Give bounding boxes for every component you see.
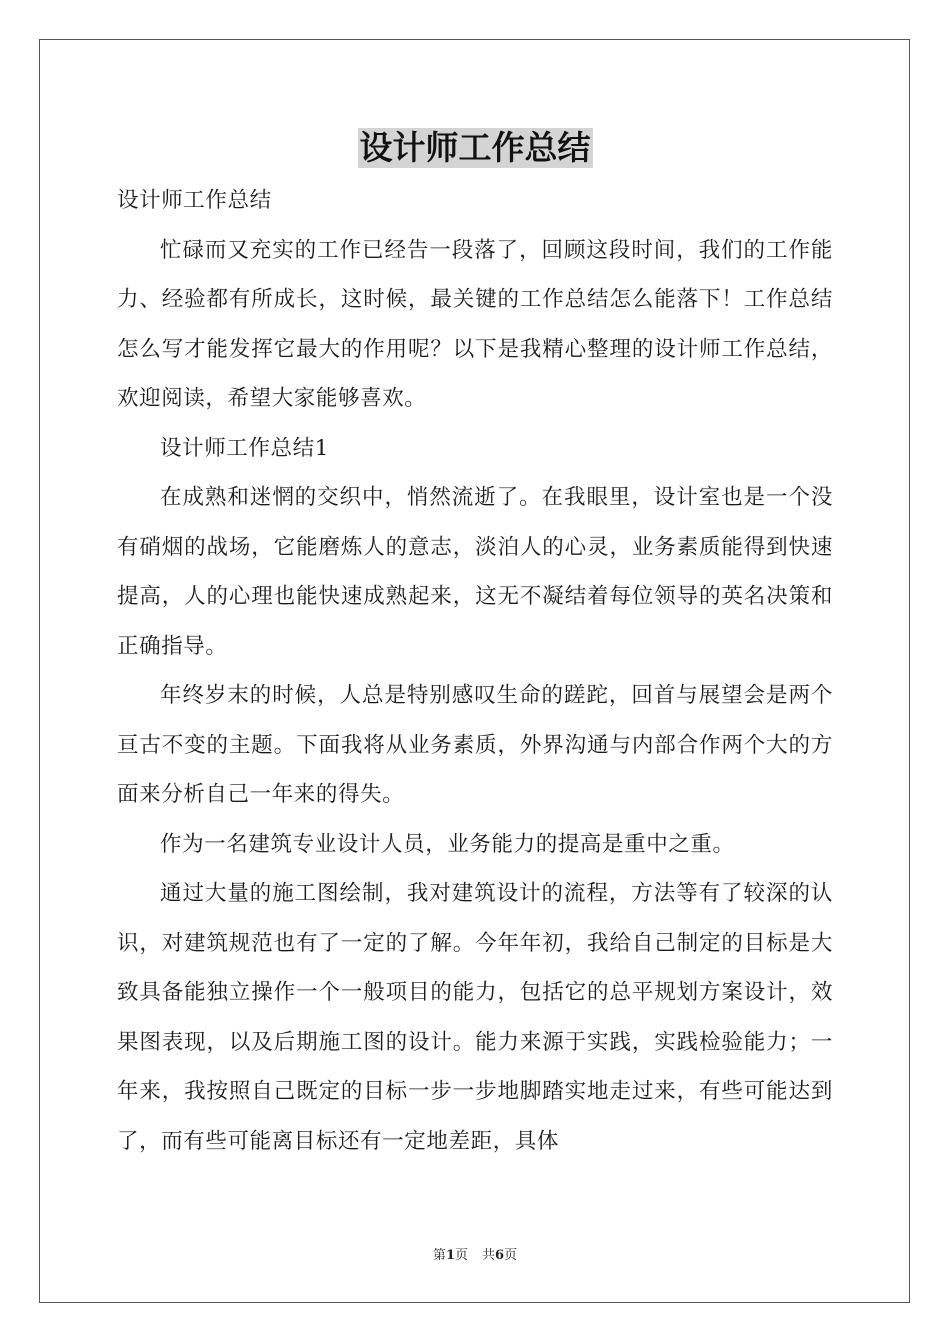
body-paragraph: 通过大量的施工图绘制，我对建筑设计的流程，方法等有了较深的认识，对建筑规范也有了一定的了解。今年年初，我给自己制定的目标是大致具备能独立操作一个一般项目的能力，包括它的总平规划方案设计，效果图表现，以及后期施工图的设计。能力来源于实践，实践检验能力；一年来，我按照自己既定的目标一步一步地脚踏实地走过来，有些可能达到了，而有些可能离目标还有一定地差距，具体 [117,881,833,1154]
document-title: 设计师工作总结 [359,128,591,167]
body-paragraph: 年终岁末的时候，人总是特别感叹生命的蹉跎，回首与展望会是两个亘古不变的主题。下面我将从业务素质，外界沟通与内部合作两个大的方面来分析自己一年来的得失。 [117,683,833,807]
document-title-block [0,128,950,168]
page-suffix: 页 [454,1248,468,1263]
body-paragraph: 作为一名建筑专业设计人员，业务能力的提高是重中之重。 [160,831,735,857]
page-prefix: 第 [432,1248,446,1263]
total-suffix: 页 [504,1248,518,1263]
document-body [117,176,833,1166]
body-paragraph: 在成熟和迷惘的交织中，悄然流逝了。在我眼里，设计室也是一个没有硝烟的战场，它能磨炼人的意志，淡泊人的心灵，业务素质能得到快速提高，人的心理也能快速成熟起来，这无不凝结着每位领导的英名决策和正确指导。 [117,485,833,659]
total-pages: 6 [495,1248,505,1263]
page-number: 1 [445,1248,455,1263]
page-footer [0,1247,950,1265]
total-prefix: 共 [482,1248,496,1263]
intro-paragraph: 忙碌而又充实的工作已经告一段落了，回顾这段时间，我们的工作能力、经验都有所成长，这时候，最关键的工作总结怎么能落下！工作总结怎么写才能发挥它最大的作用呢？以下是我精心整理的设计师工作总结，欢迎阅读，希望大家能够喜欢。 [117,237,833,411]
subtitle-paragraph: 设计师工作总结 [117,188,272,213]
section-heading: 设计师工作总结1 [160,435,329,461]
